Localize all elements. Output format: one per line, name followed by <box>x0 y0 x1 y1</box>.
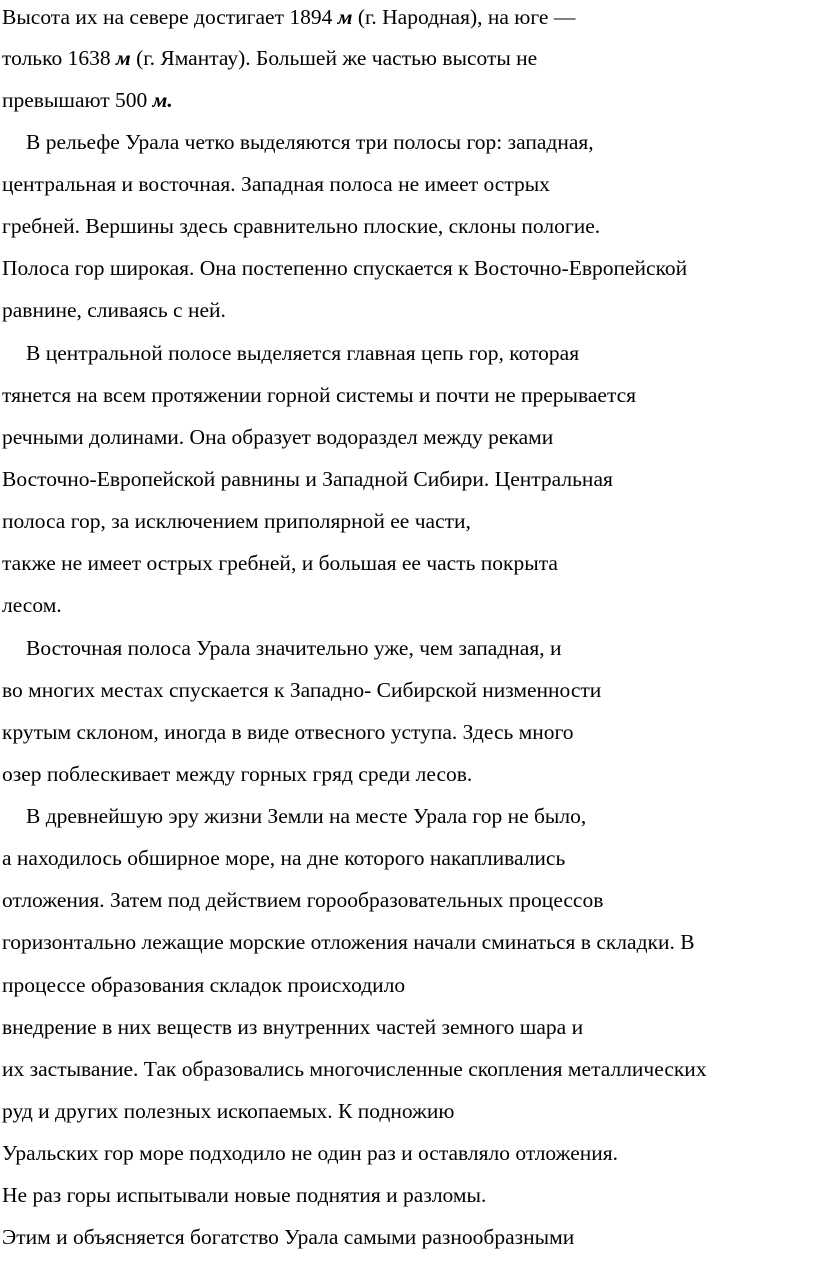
text-line: полоса гор, за исключением приполярной ее части, <box>2 509 471 533</box>
text-line: также не имеет острых гребней, и большая ее часть покрыта <box>2 551 558 575</box>
paragraph-first-line: В рельефе Урала четко выделяются три полосы гор: западная, <box>26 130 594 154</box>
text-line: Уральских гор море подходило не один раз и оставляло отложения. <box>2 1141 619 1165</box>
text-line: лесом. <box>2 593 62 617</box>
unit-emphasis: м. <box>152 88 173 112</box>
paragraph-first-line: В древнейшую эру жизни Земли на месте Урала гор не было, <box>26 804 587 828</box>
text-line: речными долинами. Она образует водораздел между реками <box>2 425 554 449</box>
text-line: Восточно-Европейской равнины и Западной Сибири. Центральная <box>2 467 613 491</box>
text-line: их застывание. Так образовались многочисленные скопления металлических <box>2 1057 707 1081</box>
text-line: Полоса гор широкая. Она постепенно спускается к Восточно-Европейской <box>2 256 688 280</box>
text-line: внедрение в них веществ из внутренних частей земного шара и <box>2 1015 584 1039</box>
text-line: озер поблескивает между горных гряд среди лесов. <box>2 762 473 786</box>
text-line: отложения. Затем под действием горообразовательных процессов <box>2 888 604 912</box>
text-line: только 1638 м (г. Ямантау). Большей же частью высоты не <box>2 46 538 70</box>
text-line: гребней. Вершины здесь сравнительно плоские, склоны пологие. <box>2 214 601 238</box>
text-line: Этим и объясняется богатство Урала самыми разнообразными <box>2 1225 575 1249</box>
paragraph-first-line: В центральной полосе выделяется главная цепь гор, которая <box>26 341 580 365</box>
text-line: руд и других полезных ископаемых. К подножию <box>2 1099 455 1123</box>
text-line: а находилось обширное море, на дне которого накапливались <box>2 846 566 870</box>
text-line: горизонтально лежащие морские отложения начали сминаться в складки. В <box>2 930 695 954</box>
text-line: процессе образования складок происходило <box>2 973 406 997</box>
text-line: равнине, сливаясь с ней. <box>2 298 226 322</box>
text-line: Высота их на севере достигает 1894 м (г. Народная), на юге — <box>2 5 576 29</box>
unit-emphasis: м <box>337 5 353 29</box>
text-line: превышают 500 м. <box>2 88 173 112</box>
text-line: крутым склоном, иногда в виде отвесного уступа. Здесь много <box>2 720 574 744</box>
text-line: тянется на всем протяжении горной системы и почти не прерывается <box>2 383 637 407</box>
text-line: Не раз горы испытывали новые поднятия и разломы. <box>2 1183 487 1207</box>
unit-emphasis: м <box>115 46 131 70</box>
text-line: во многих местах спускается к Западно- Сибирской низменности <box>2 678 602 702</box>
paragraph-first-line: Восточная полоса Урала значительно уже, чем западная, и <box>26 636 562 660</box>
text-line: центральная и восточная. Западная полоса не имеет острых <box>2 172 550 196</box>
